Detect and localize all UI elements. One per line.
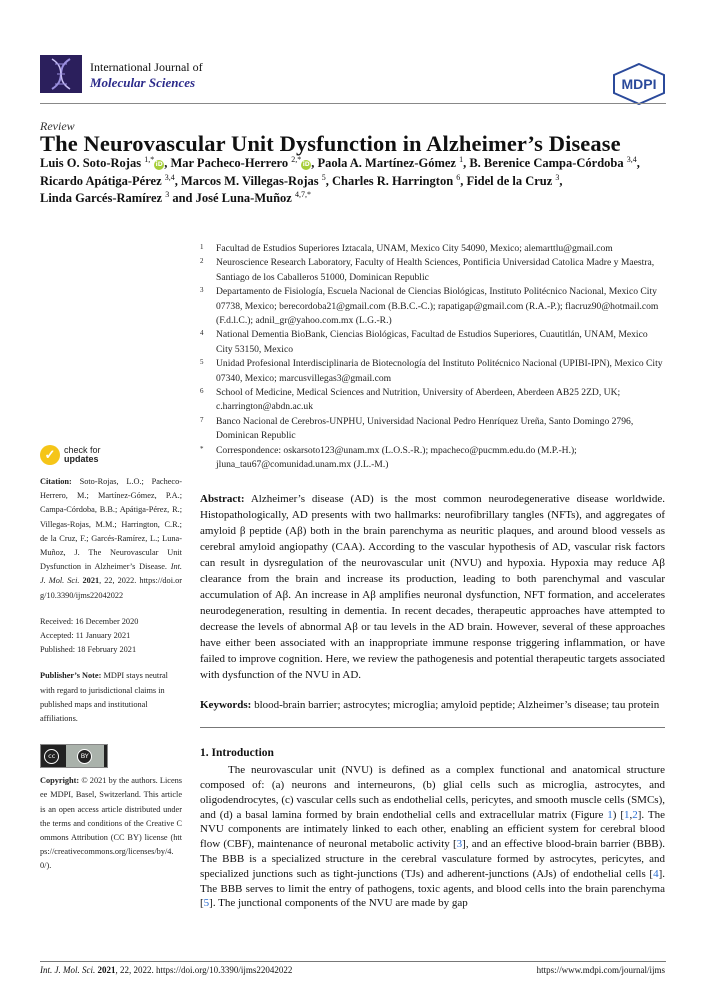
author: Marcos M. Villegas-Rojas xyxy=(181,173,319,188)
publisher-note: Publisher’s Note: MDPI stays neutral with regard to jurisdictional claims in published maps and institutional affiliations. xyxy=(40,671,168,724)
cc-by-license-badge[interactable] xyxy=(40,744,108,768)
doi-link[interactable]: , 22, 2022. https://doi.org/10.3390/ijms22042022 xyxy=(40,576,182,600)
header-divider xyxy=(40,103,666,104)
sidebar xyxy=(40,445,182,874)
reference-link[interactable]: 4 xyxy=(653,867,659,880)
introduction-section xyxy=(200,746,665,912)
affiliation: 2 Neuroscience Research Laboratory, Faculty of Health Sciences, Pontificia Universidad Catolica Madre y Maestra, Santiago de los Caballeros 51000, Dominican Republic xyxy=(200,257,655,283)
author-list: Luis O. Soto-Rojas $^{1,*}$iD, Mar Pacheco-Herrero $^{2,*}$iD, Paola A. Martínez-Gómez $^1$, B. Berenice Campa-Córdoba $^{3,4}$, Ricardo Apátiga-Pérez $^{3,4}$, Marcos M. Villegas-Rojas $^5$, Charles R. Harrington $^6$, Fidel de la Cruz $^3$, Linda Garcés-Ramírez $^3$ and José Luna-Muñoz $^{4,7,*}$ xyxy=(40,155,640,205)
reference-link[interactable]: 5 xyxy=(203,897,210,910)
journal-name xyxy=(90,60,203,90)
orcid-icon[interactable]: iD xyxy=(302,161,310,168)
cc-icon: cc xyxy=(44,749,59,764)
svg-text:MDPI: MDPI xyxy=(621,76,657,92)
affiliation: 1 Facultad de Estudios Superiores Iztacala, UNAM, Mexico City 54090, Mexico; alemarttlu@gmail.com xyxy=(200,243,613,254)
journal-line2: Molecular Sciences xyxy=(90,75,196,90)
affiliation: 3 Departamento de Fisiología, Escuela Nacional de Ciencias Biológicas, Instituto Politécnico Nacional, Mexico City 07738, Mexico; berecordoba21@gmail.com (B.B.C.-C.); rapatigap@gmail.com (R.A.-P.); flacruz90@hotmail.com (F.d.l.C.); adnil_gr@yahoo.com.mx (L.G.-R.) xyxy=(200,286,659,327)
affiliation: 6 School of Medicine, Medical Sciences and Nutrition, University of Aberdeen, Aberdeen AB25 2ZD, UK; c.harrington@abdn.ac.uk xyxy=(200,387,621,413)
author: Charles R. Harrington xyxy=(331,173,454,188)
person-icon: BY xyxy=(77,749,92,764)
author: Linda Garcés-Ramírez xyxy=(40,191,163,205)
correspondence: * Correspondence: oskarsoto123@unam.mx (L.O.S.-R.); mpacheco@pucmm.edu.do (M.P.-H.); jluna_tau67@comunidad.unam.mx (J.L.-M.) xyxy=(200,444,577,471)
section-divider xyxy=(200,727,665,728)
footer-divider xyxy=(40,961,666,962)
affiliations xyxy=(200,242,665,473)
author: B. Berenice Campa-Córdoba xyxy=(469,156,624,170)
figure-link[interactable]: 1 xyxy=(607,808,613,821)
author: Fidel de la Cruz xyxy=(466,173,553,188)
main-column xyxy=(200,242,665,911)
journal-line1: International Journal of xyxy=(90,60,203,74)
author: Ricardo Apátiga-Pérez xyxy=(40,173,162,188)
published-date: Published: 18 February 2021 xyxy=(40,645,137,655)
affiliation: 7 Banco Nacional de Cerebros-UNPHU, Universidad Nacional Pedro Henríquez Ureña, Santo Domingo 2796, Dominican Republic xyxy=(200,415,634,442)
dna-helix-icon xyxy=(40,55,82,93)
abstract-section xyxy=(200,491,665,713)
author: José Luna-Muñoz xyxy=(195,191,292,205)
article-type: Review xyxy=(40,119,75,133)
received-date: Received: 16 December 2020 xyxy=(40,616,139,626)
keywords: Keywords: blood-brain barrier; astrocytes; microglia; amyloid peptide; Alzheimer’s disease; tau protein xyxy=(200,698,660,711)
article-title: The Neurovascular Unit Dysfunction in Alzheimer’s Disease xyxy=(40,131,621,156)
affiliation: 4 National Dementia BioBank, Ciencias Biológicas, Facultad de Estudios Superiores, Cuautitlán, UNAM, Mexico City 53150, Mexico xyxy=(200,329,648,355)
section-heading: 1. Introduction xyxy=(200,746,274,759)
orcid-icon[interactable]: iD xyxy=(155,161,163,168)
reference-link[interactable]: 3 xyxy=(456,838,463,851)
author: Luis O. Soto-Rojas xyxy=(40,156,142,170)
author: Paola A. Martínez-Gómez xyxy=(317,156,456,170)
abstract: Abstract: Alzheimer’s disease (AD) is the most common neurodegenerative disease worldwide. Histopathologically, AD presents with two hallmarks: neurofibrillary tangles (NFTs), and aggregates of amyloid β peptide (Aβ) both in the brain parenchyma as neuritic plaques, and around blood vessels as cerebral amyloid angiopathy (CAA). According to the vascular hypothesis of AD, vascular risk factors can result in dysregulation of the neurovascular unit (NVU) and hypoxia. Hypoxia may reduce Aβ clearance from the brain and increase its production, leading to both parenchymal and vascular accumulation of Aβ. An increase in Aβ amplifies neuronal dysfunction, NFT formation, and accelerates neurodegeneration, resulting in dementia. In recent decades, therapeutic approaches have attempted to decrease the levels of abnormal Aβ or tau levels in the AD brain. However, several of these approaches have either been associated with an inappropriate immune response triggering inflammation, or have failed to improve cognition. Here, we review the pathogenesis and potential therapeutic targets associated with dysfunction of the NVU in AD. xyxy=(200,492,665,681)
journal-logo xyxy=(40,55,82,93)
citation: Citation: Soto-Rojas, L.O.; Pacheco-Herrero, M.; Martínez-Gómez, P.A.; Campa-Córdoba, B.B.; Apátiga-Pérez, R.; Villegas-Rojas, M.M.; Harrington, C.R.; de la Cruz, F.; Garcés-Ramírez, L.; Luna-Muñoz, J. The Neurovascular Unit Dysfunction in Alzheimer’s Disease. Int. J. Mol. Sci. 2021, 22, 2022. https://doi.org/10.3390/ijms22042022 xyxy=(40,477,182,600)
affiliation: 5 Unidad Profesional Interdisciplinaria de Biotecnología del Instituto Politécnico Nacional (UPIBI-IPN), Mexico City 07340, Mexico; marcusvillegas3@gmail.com xyxy=(200,358,663,384)
footer-citation: Int. J. Mol. Sci. 2021, 22, 2022. https://doi.org/10.3390/ijms22042022 xyxy=(40,965,293,975)
checkmark-icon: ✓ xyxy=(40,445,60,465)
reference-link[interactable]: 1 xyxy=(624,808,630,821)
journal-url[interactable]: https://www.mdpi.com/journal/ijms xyxy=(536,965,665,975)
author: Mar Pacheco-Herrero xyxy=(170,156,289,170)
copyright: Copyright: © 2021 by the authors. Licensee MDPI, Basel, Switzerland. This article is an open access article distributed under the terms and conditions of the Creative Commons Attribution (CC BY) license (https://creativecommons.org/licenses/by/4.0/). xyxy=(40,776,182,871)
check-for-updates-button[interactable]: ✓ check for updates xyxy=(40,445,182,465)
accepted-date: Accepted: 11 January 2021 xyxy=(40,631,131,641)
body-paragraph: The neurovascular unit (NVU) is defined as a complex functional and anatomical structure composed of: (a) neurons and interneurons, (b) glial cells such as microglia, astrocytes, and oligodendrocytes, (c) vascular cells such as endothelial cells, pericytes, and smooth muscle cells (SMCs), and (d) a basal lamina formed by brain endothelial cells and extracellular matrix (Figure 1) [1,2]. The NVU components are intimately linked to each other, enabling an efficient system for cerebral blood flow (CBF), maintenance of neuronal metabolic activity [3], and an effective blood-brain barrier (BBB). The BBB is a specialized structure in the cerebral vasculature formed by astrocytes, pericytes, and specialized junctions such as tight-junctions (TJs) and adherent-junctions (AJs) of endothelial cells [4]. The BBB serves to limit the entry of pathogens, toxic agents, and blood cells into the brain parenchyma [5]. The junctional components of the NVU are made by gap xyxy=(200,764,665,910)
reference-link[interactable]: 2 xyxy=(632,808,638,821)
